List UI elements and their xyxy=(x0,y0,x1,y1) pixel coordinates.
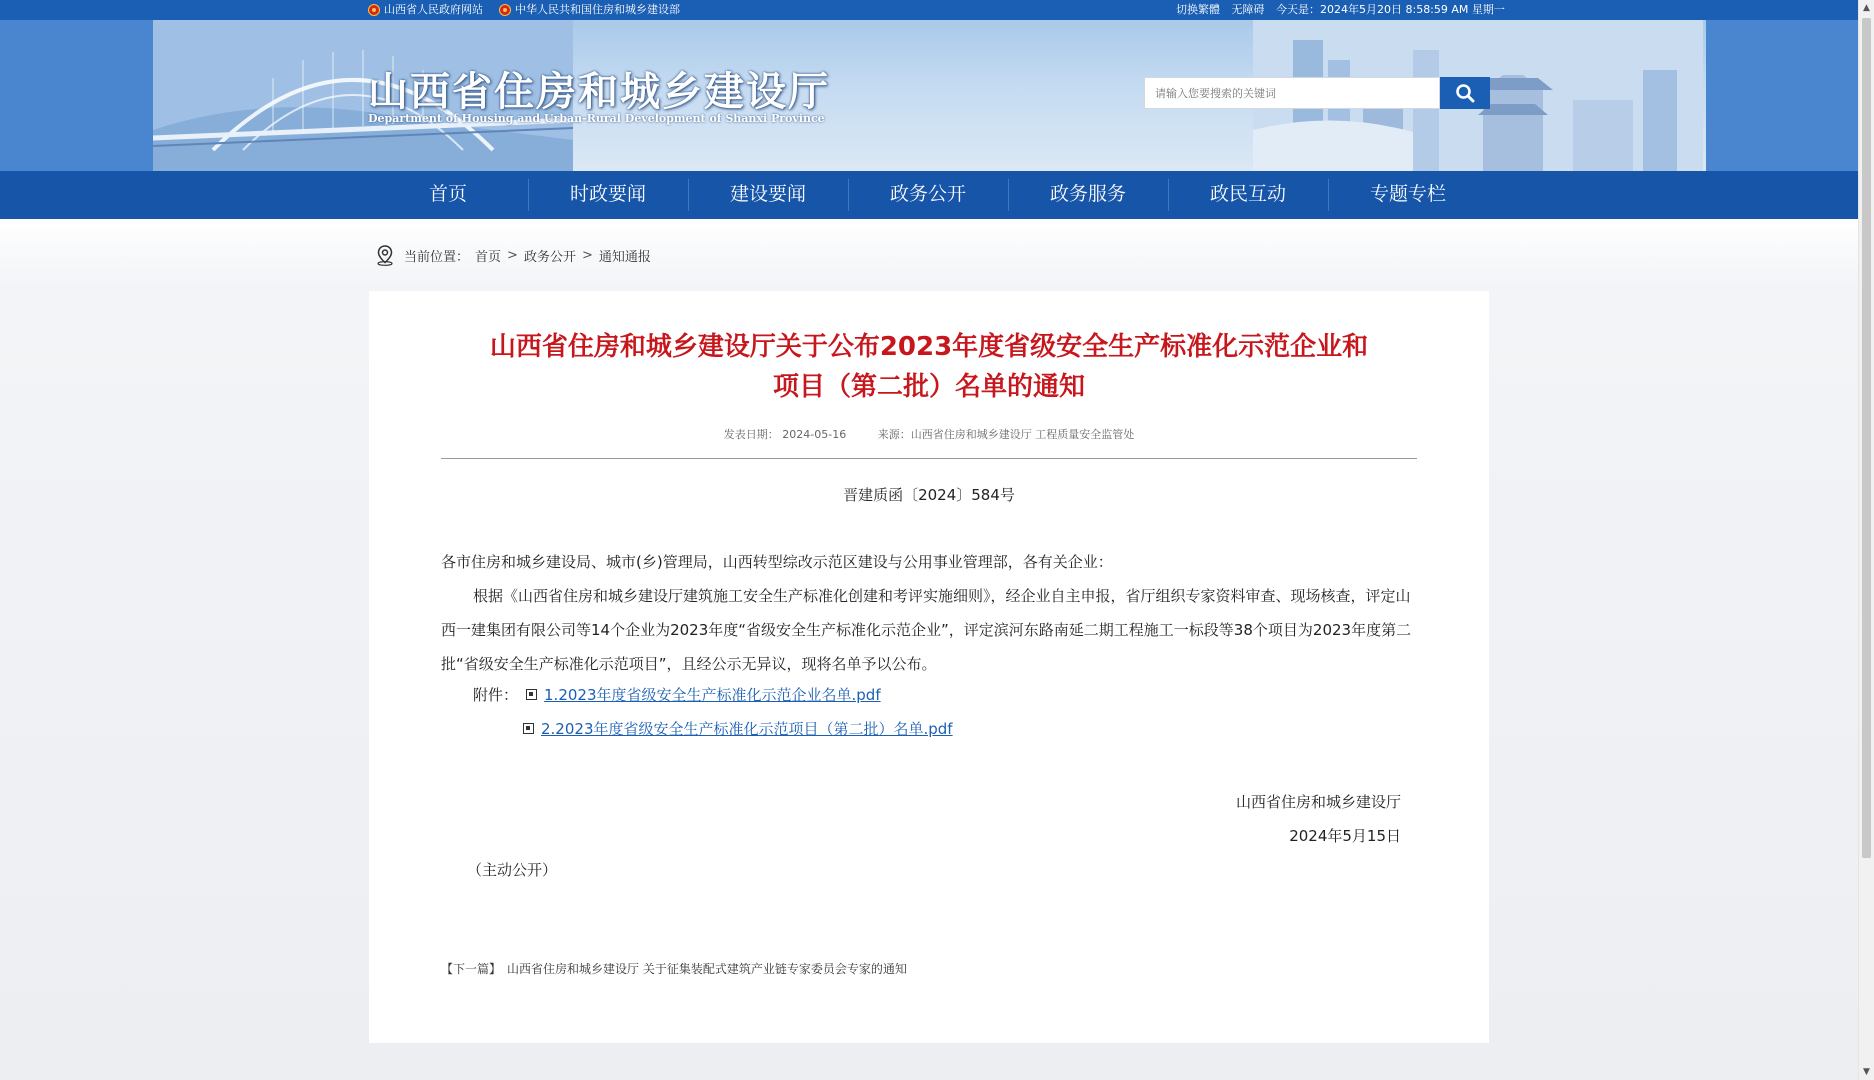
attachment-link-1[interactable]: 1.2023年度省级安全生产标准化示范企业名单.pdf xyxy=(544,686,881,704)
attachment-row-1 xyxy=(473,684,881,705)
article-title-line-2: 项目（第二批）名单的通知 xyxy=(772,372,1085,402)
breadcrumb-separator: > xyxy=(581,247,593,263)
attachments-label: 附件： xyxy=(473,686,519,704)
nav-item-interaction[interactable]: 政民互动 xyxy=(1168,171,1328,219)
header-banner xyxy=(0,20,1859,171)
breadcrumb-separator: > xyxy=(507,247,518,263)
scroll-down-icon[interactable]: ▼ xyxy=(1863,1067,1870,1077)
gov-link-mohurd-label: 中华人民共和国住房和城乡建设部 xyxy=(515,3,680,16)
national-emblem-icon xyxy=(368,4,380,16)
scroll-thumb[interactable] xyxy=(1862,18,1871,858)
breadcrumb-label: 当前位置： xyxy=(404,249,470,265)
article-meta xyxy=(369,426,1489,442)
nav-item-special-topics[interactable]: 专题专栏 xyxy=(1328,171,1488,219)
nav-item-gov-services[interactable]: 政务服务 xyxy=(1008,171,1168,219)
search-icon xyxy=(1455,83,1475,103)
sign-date: 2024年5月15日 xyxy=(1289,827,1401,845)
breadcrumb-notices[interactable]: 通知通报 xyxy=(598,249,651,265)
breadcrumb-gov-affairs-open[interactable]: 政务公开 xyxy=(523,249,576,265)
location-pin-icon xyxy=(374,244,396,266)
national-emblem-icon xyxy=(499,4,511,16)
switch-traditional-link[interactable]: 切换繁體 xyxy=(1176,3,1220,16)
next-article[interactable] xyxy=(441,960,907,977)
attachment-row-2 xyxy=(523,718,953,739)
salutation-paragraph: 各市住房和城乡建设局、城市(乡)管理局，山西转型综改示范区建设与公用事业管理部，各有关企业： xyxy=(441,553,1113,571)
scroll-up-icon[interactable]: ▲ xyxy=(1863,3,1870,13)
document-number: 晋建质函〔2024〕584号 xyxy=(843,486,1015,504)
next-article-title[interactable]: 山西省住房和城乡建设厅 关于征集装配式建筑产业链专家委员会专家的通知 xyxy=(507,962,907,976)
gov-link-shanxi[interactable] xyxy=(368,0,483,20)
nav-item-home[interactable]: 首页 xyxy=(428,183,467,205)
publish-date: 发表日期： 2024-05-16 xyxy=(723,428,847,441)
current-datetime: 今天是：2024年5月20日 8:58:59 AM 星期一 xyxy=(1276,3,1505,16)
top-bar xyxy=(0,0,1859,20)
title-divider xyxy=(441,458,1417,459)
nav-item-construction-news[interactable]: 建设要闻 xyxy=(688,171,848,219)
breadcrumb-home[interactable]: 首页 xyxy=(475,249,502,265)
gov-link-shanxi-label: 山西省人民政府网站 xyxy=(384,3,483,16)
signer: 山西省住房和城乡建设厅 xyxy=(1235,793,1401,811)
next-article-label: 【下一篇】 xyxy=(441,962,502,976)
openness-note: （主动公开） xyxy=(467,861,558,879)
gov-link-mohurd[interactable] xyxy=(499,0,680,20)
search-button[interactable] xyxy=(1440,77,1490,109)
attachment-link-2[interactable]: 2.2023年度省级安全生产标准化示范项目（第二批）名单.pdf xyxy=(541,720,953,738)
accessibility-link[interactable]: 无障碍 xyxy=(1231,3,1265,16)
file-icon xyxy=(523,723,534,734)
article-source: 来源：山西省住房和城乡建设厅 工程质量安全监管处 xyxy=(877,428,1135,441)
article-panel xyxy=(369,291,1489,1043)
article-title xyxy=(369,327,1489,407)
site-subtitle: Department of Housing and Urban-Rural Development of Shanxi Province xyxy=(368,112,825,125)
main-nav xyxy=(0,171,1859,219)
body-paragraph: 根据《山西省住房和城乡建设厅建筑施工安全生产标准化创建和考评实施细则》，经企业自主申报，省厅组织专家资料审查、现场核查，评定山西一建集团有限公司等14个企业为2023年度“省级安全生产标准化示范企业”，评定滨河东路南延二期工程施工一标段等38个项目为2023年度第二批“省级安全生产标准化示范项目”，且经公示无异议，现将名单予以公布。 xyxy=(441,587,1412,673)
breadcrumb xyxy=(374,244,657,266)
vertical-scrollbar[interactable] xyxy=(1858,0,1874,1080)
article-title-line-1: 山西省住房和城乡建设厅关于公布2023年度省级安全生产标准化示范企业和 xyxy=(489,332,1369,362)
search-input[interactable] xyxy=(1144,77,1440,109)
nav-item-gov-affairs-open[interactable]: 政务公开 xyxy=(848,171,1008,219)
nav-item-politics-news[interactable]: 时政要闻 xyxy=(528,171,688,219)
file-icon xyxy=(526,689,537,700)
site-title: 山西省住房和城乡建设厅 xyxy=(368,68,830,115)
